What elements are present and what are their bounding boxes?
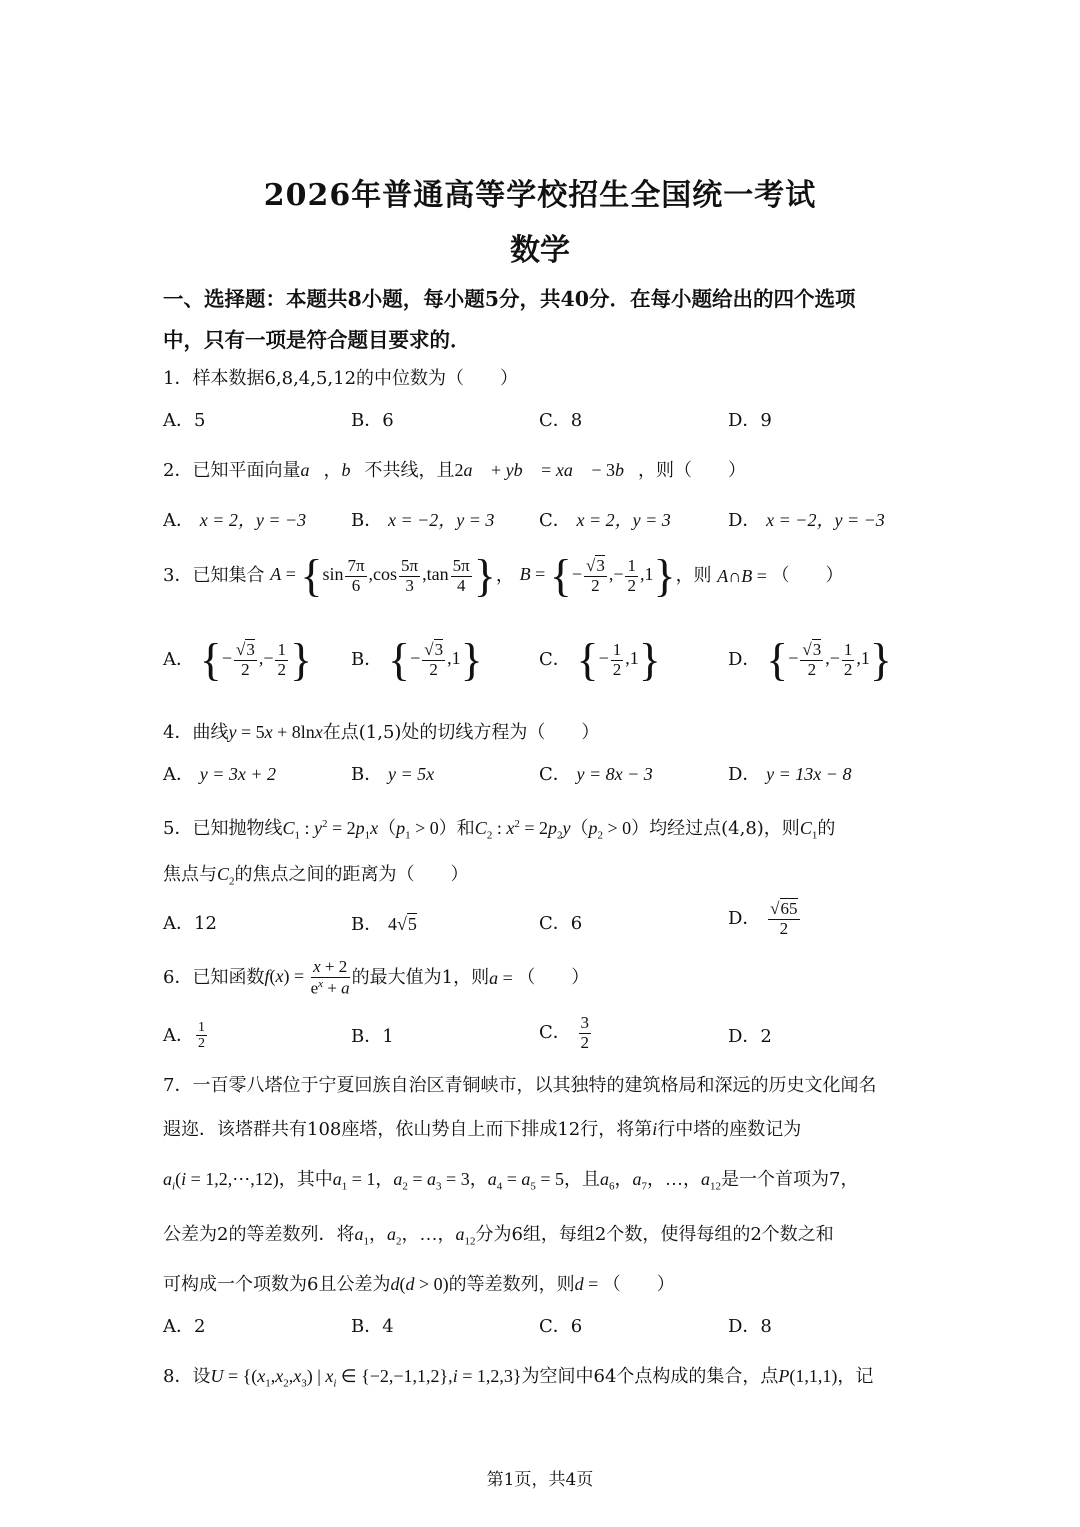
math-formula: 2a⃗ + yb⃗ = xa⃗ − 3b⃗ [454, 460, 639, 480]
question-7-line-4: 公差为2的等差数列．将$a_1$，$a_2$，…，$a_{12}$分为6组，每组2个数，使得每组的2个数之和 [163, 1224, 834, 1248]
q3-option-d: D． {− $\frac{√3}{2}$ ,− $\frac{1}{2}$ ,1} [728, 634, 893, 685]
math-formula: B = {− $\frac{√3}{2}$ ,− $\frac{1}{2}$ ,1} [519, 550, 676, 601]
question-3-stem: 3．已知集合 A = {sin $\frac{7\pi}{6}$ ,cos $\frac{5\pi}{3}$ ,tan $\frac{5\pi}{4}$ }， B = {− $\frac{√3}{2}$ ,− $\frac{1}{2}$ ,1}，则 A∩B = （ ） [163, 550, 844, 601]
q6-option-b: B．1 [351, 1026, 394, 1047]
question-7-line-3: $a_i(i$ = 1,2,⋯,12)，其中$a_1 = 1$，$a_2 = a_3 = 3$，$a_4 = a_5 = 5$，且$a_6$，$a_7$，…，$a_{12}$是一个首项为7， [163, 1169, 859, 1193]
q5-option-c: C．6 [539, 913, 583, 934]
q2-option-d: D． x = −2，y = −3 [728, 510, 885, 531]
question-5-line-2: 焦点与$C_2$的焦点之间的距离为（ ） [163, 864, 469, 888]
q4-option-a: A． y = 3x + 2 [163, 764, 277, 785]
math-formula: a⃗ [300, 460, 324, 480]
question-7-line-2: 遐迩．该塔群共有108座塔，依山势自上而下排成12行，将第i行中塔的座数记为 [163, 1119, 802, 1140]
q5-option-b: B． 4√5 [351, 914, 417, 935]
math-formula: $U = \{(x_1,x_2,x_3)$ | $x_i$ ∈ {−2,−1,1,2},i = 1,2,3} [210, 1366, 522, 1390]
math-formula: A [717, 566, 729, 586]
question-7-line-5: 可构成一个项数为6且公差为d(d > 0)的等差数列，则d = （ ） [163, 1274, 675, 1295]
q6-option-c: C． $\frac{3}{2}$ [539, 1013, 590, 1052]
q1-option-c: C．8 [539, 410, 583, 431]
math-formula: y = 5x + 8lnx [228, 722, 323, 742]
q7-option-d: D．8 [728, 1316, 772, 1337]
q1-option-a: A．5 [163, 410, 206, 431]
question-8-stem: 8．设$U = \{(x_1,x_2,x_3)$ | $x_i$ ∈ {−2,−1,1,2},i = 1,2,3}为空间中64个点构成的集合，点P(1,1,1)，记 [163, 1366, 874, 1390]
q6-option-a: A． $\frac{1}{2}$ [163, 1020, 205, 1052]
question-5-line-1: 5．已知抛物线$C_1$ : $y^2 = 2p_1x(p_1 > 0)$和$C_2$ : $x^2 = 2p_2y(p_2 > 0)$均经过点(4,8)，则$C_1$的 [163, 818, 836, 842]
question-4-stem: 4．曲线y = 5x + 8lnx在点(1,5)处的切线方程为（ ） [163, 722, 600, 743]
q1-option-d: D．9 [728, 410, 772, 431]
q6-option-d: D．2 [728, 1026, 772, 1047]
q5-option-d: D． $\frac{√65}{2}$ [728, 899, 798, 938]
page-footer: 第1页，共4页 [486, 1470, 594, 1490]
q2-option-c: C． x = 2，y = 3 [539, 510, 671, 531]
section-heading: 一、选择题：本题共8小题，每小题5分，共40分．在每小题给出的四个选项 [163, 287, 856, 311]
exam-title: 2026年普通高等学校招生全国统一考试 [263, 178, 817, 213]
q2-option-a: A． x = 2，y = −3 [163, 510, 307, 531]
question-1-stem: 1．样本数据6,8,4,5,12的中位数为（ ） [163, 368, 519, 389]
q3-option-c: C． {− $\frac{1}{2}$ ,1} [539, 634, 661, 685]
q7-option-c: C．6 [539, 1316, 583, 1337]
q7-option-b: B．4 [351, 1316, 394, 1337]
section-heading-continued: 中，只有一项是符合题目要求的． [163, 328, 471, 352]
math-formula: b⃗ [341, 460, 365, 480]
question-2-stem: 2．已知平面向量a⃗，b⃗不共线，且2a⃗ + yb⃗ = xa⃗ − 3b⃗，则（ ） [163, 460, 747, 481]
q3-option-b: B． {− $\frac{√3}{2}$ ,1} [351, 634, 483, 685]
q2-option-b: B． x = −2，y = 3 [351, 510, 495, 531]
math-formula: $C_1$ : $y^2 = 2p_1x(p_1 > 0)$ [282, 818, 457, 842]
q1-option-b: B．6 [351, 410, 394, 431]
q7-option-a: A．2 [163, 1316, 206, 1337]
q4-option-c: C． y = 8x − 3 [539, 764, 653, 785]
math-formula: $C_2$ : $x^2 = 2p_2y(p_2 > 0)$ [474, 818, 650, 842]
math-formula: f(x) = $\frac{x + 2}{e^x + a}$ [264, 957, 350, 998]
math-formula: A = {sin $\frac{7\pi}{6}$ ,cos $\frac{5\pi}{3}$ ,tan $\frac{5\pi}{4}$ } [270, 550, 496, 601]
q4-option-b: B． y = 5x [351, 764, 435, 785]
subject-title: 数学 [510, 233, 570, 268]
q4-option-d: D． y = 13x − 8 [728, 764, 852, 785]
q5-option-a: A．12 [163, 913, 217, 934]
q3-option-a: A． {− $\frac{√3}{2}$ ,− $\frac{1}{2}$ } [163, 634, 313, 685]
question-7-line-1: 7．一百零八塔位于宁夏回族自治区青铜峡市，以其独特的建筑格局和深远的历史文化闻名 [163, 1075, 877, 1096]
question-6-stem: 6．已知函数f(x) = $\frac{x + 2}{e^x + a}$ 的最大值为1，则a = （ ） [163, 957, 590, 998]
